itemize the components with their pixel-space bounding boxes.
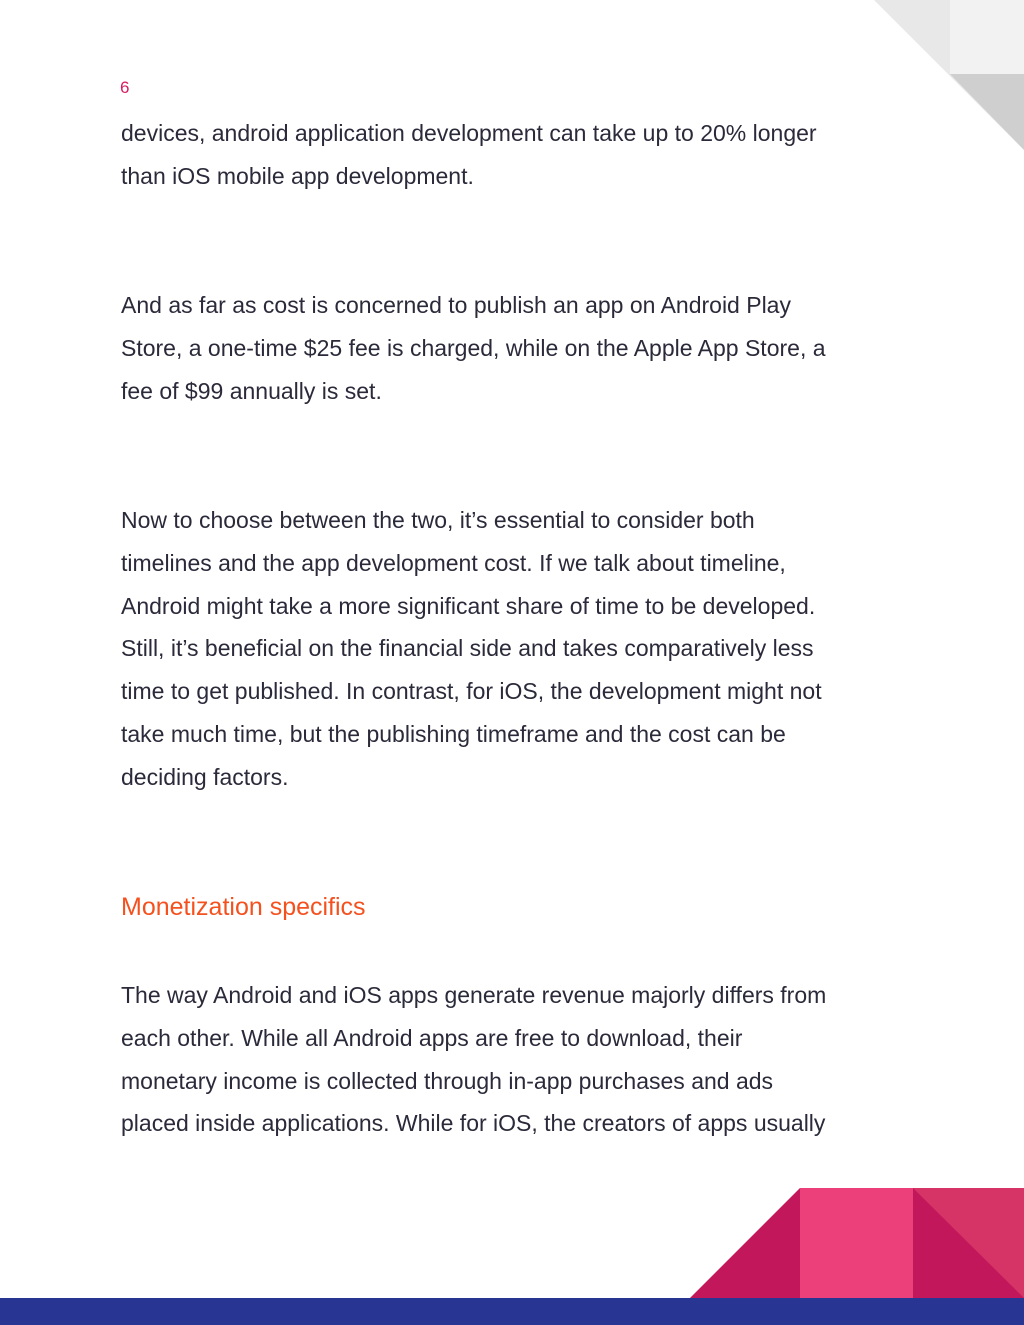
text-line: devices, android application development can take up to 20% longer bbox=[121, 120, 817, 146]
text-line: deciding factors. bbox=[121, 763, 289, 790]
text-line: And as far as cost is concerned to publish an app on Android Play bbox=[121, 292, 791, 318]
text-line: timelines and the app development cost. If we talk about timeline, bbox=[121, 549, 786, 576]
accent-block-pink bbox=[800, 1188, 913, 1298]
text-line: monetary income is collected through in-app purchases and ads bbox=[121, 1067, 774, 1094]
paragraph-2 bbox=[121, 284, 921, 412]
text-line: than iOS mobile app development. bbox=[121, 162, 474, 189]
paragraph-1 bbox=[121, 112, 921, 198]
page-number: 6 bbox=[120, 78, 130, 97]
accent-triangle-crimson bbox=[690, 1188, 800, 1298]
text-line: take much time, but the publishing timeframe and the cost can be bbox=[121, 720, 786, 747]
text-line: The way Android and iOS apps generate revenue majorly differs from bbox=[121, 982, 827, 1008]
paragraph-3 bbox=[121, 499, 921, 799]
text-line: Store, a one-time $25 fee is charged, while on the Apple App Store, a bbox=[121, 334, 826, 361]
paragraph-4 bbox=[121, 974, 921, 1145]
section-heading: Monetization specifics bbox=[121, 893, 366, 921]
text-line: Still, it’s beneficial on the financial side and takes comparatively less bbox=[121, 635, 814, 662]
text-line: time to get published. In contrast, for iOS, the development might not bbox=[121, 678, 822, 705]
corner-fold-square bbox=[950, 0, 1024, 74]
text-line: each other. While all Android apps are free to download, their bbox=[121, 1024, 743, 1051]
footer-bar bbox=[0, 1298, 1024, 1325]
text-line: Now to choose between the two, it’s essential to consider both bbox=[121, 507, 755, 533]
text-line: Android might take a more significant share of time to be developed. bbox=[121, 592, 816, 619]
text-line: placed inside applications. While for iOS, the creators of apps usually bbox=[121, 1110, 826, 1137]
text-line: fee of $99 annually is set. bbox=[121, 377, 382, 404]
